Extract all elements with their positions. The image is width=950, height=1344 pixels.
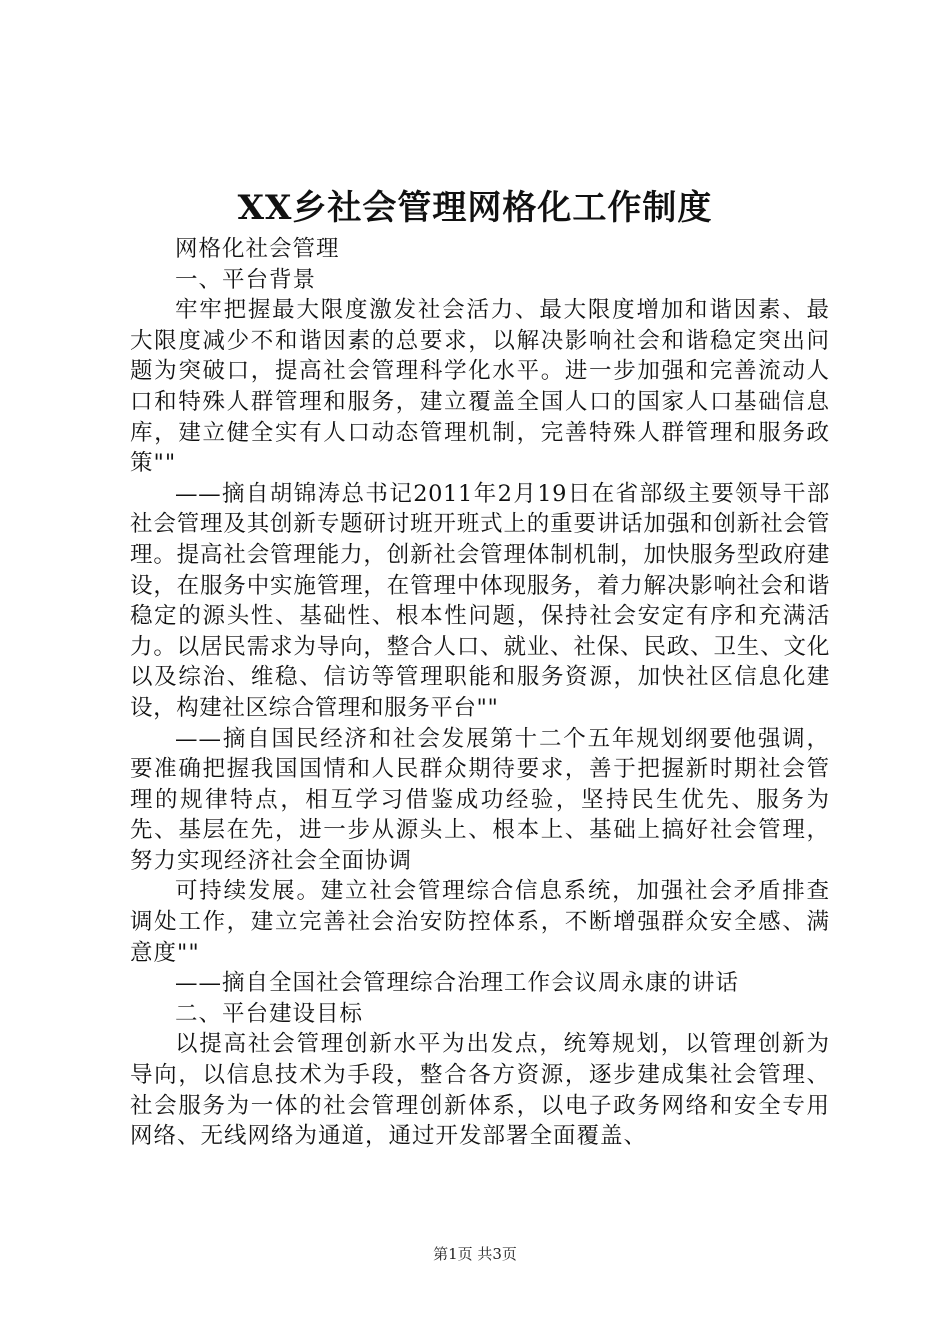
document-title: XX乡社会管理网格化工作制度 xyxy=(237,188,713,228)
paragraph-heading-grid: 网格化社会管理 xyxy=(175,236,340,262)
document-body xyxy=(130,234,830,1152)
paragraph-quote-zhou: ——摘自全国社会管理综合治理工作会议周永康的讲话 xyxy=(175,970,740,997)
paragraph-sustainable: 可持续发展。建立社会管理综合信息系统，加强社会矛盾排查调处工作，建立完善社会治安防控体系，不断增强群众安全感、满意度"" xyxy=(130,878,830,966)
paragraph-quote-hu: ——摘自胡锦涛总书记2011年2月19日在省部级主要领导干部社会管理及其创新专题研讨班开班式上的重要讲话加强和创新社会管理。提高社会管理能力，创新社会管理体制机制，加快服务型政府建设，在服务中实施管理，在管理中体现服务，着力解决影响社会和谐稳定的源头性、基础性、根本性问题，保持社会安定有序和充满活力。以居民需求为导向，整合人口、就业、社保、民政、卫生、文化以及综治、维稳、信访等管理职能和服务资源，加快社区信息化建设，构建社区综合管理和服务平台"" xyxy=(130,480,830,721)
section-heading-goals: 二、平台建设目标 xyxy=(175,1000,364,1027)
section-heading-background: 一、平台背景 xyxy=(175,266,317,293)
page-footer: 第1页 共3页 xyxy=(433,1245,517,1263)
paragraph-goals: 以提高社会管理创新水平为出发点，统筹规划，以管理创新为导向，以信息技术为手段，整合各方资源，逐步建成集社会管理、社会服务为一体的社会管理创新体系，以电子政务网络和安全专用网络、无线网络为通道，通过开发部署全面覆盖、 xyxy=(130,1031,830,1150)
paragraph-quote-plan: ——摘自国民经济和社会发展第十二个五年规划纲要他强调，要准确把握我国国情和人民群众期待要求，善于把握新时期社会管理的规律特点，相互学习借鉴成功经验，坚持民生优先、服务为先、基层在先，进一步从源头上、根本上、基础上搞好社会管理，努力实现经济社会全面协调 xyxy=(130,725,830,874)
paragraph-background: 牢牢把握最大限度激发社会活力、最大限度增加和谐因素、最大限度减少不和谐因素的总要求，以解决影响社会和谐稳定突出问题为突破口，提高社会管理科学化水平。进一步加强和完善流动人口和特殊人群管理和服务，建立覆盖全国人口的国家人口基础信息库，建立健全实有人口动态管理机制，完善特殊人群管理和服务政策"" xyxy=(130,297,830,477)
